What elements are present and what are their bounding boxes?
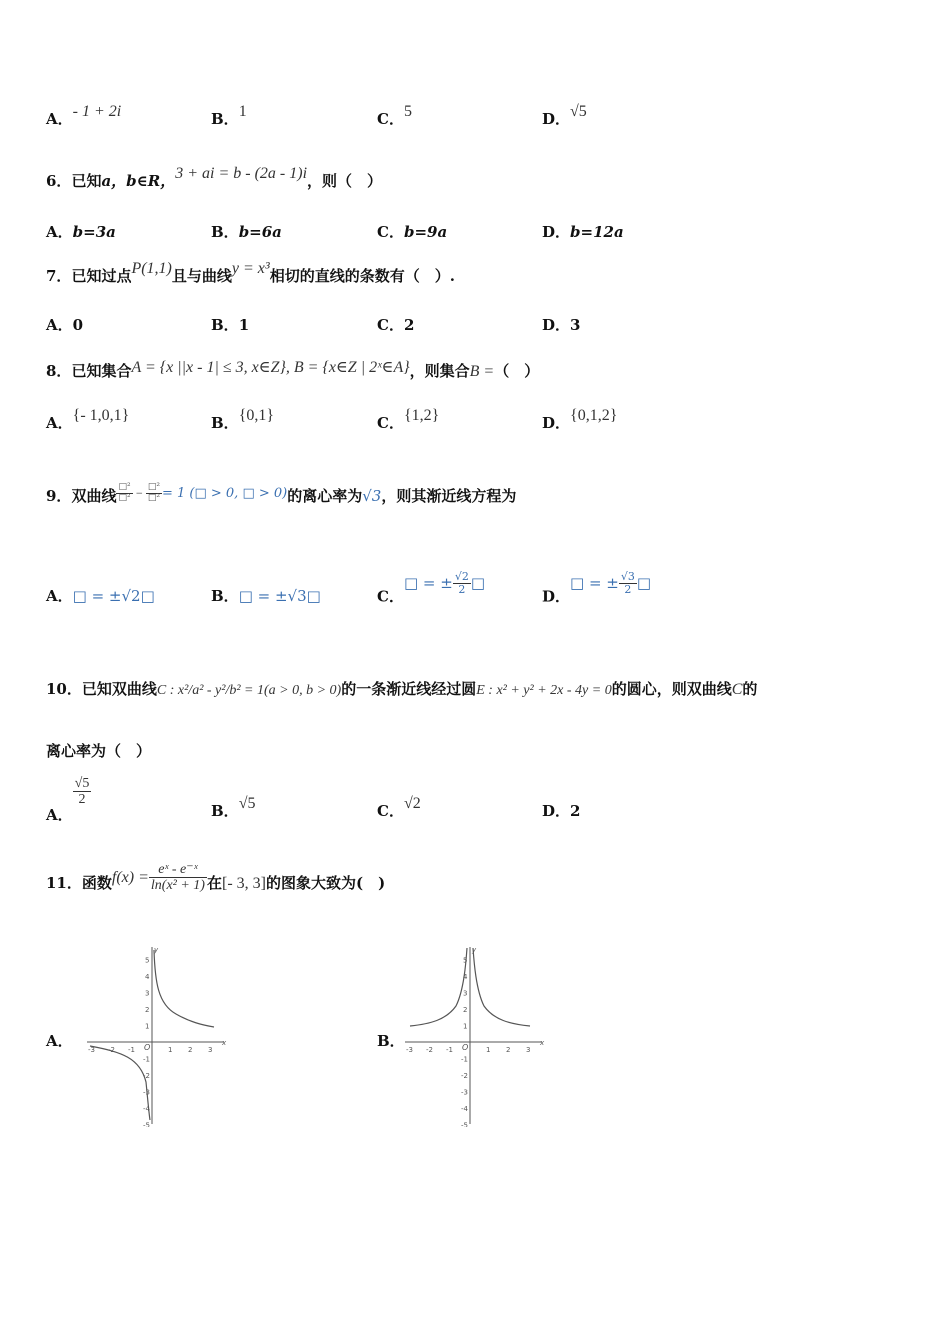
question-tail: 相切的直线的条数有（ ）. [269,267,455,285]
question-expr: 3 + ai = b - (2a - 1)i [175,165,308,182]
y-tick-label: -2 [461,1072,468,1080]
y-tick-label: -3 [143,1088,150,1097]
y-tick-label: -5 [461,1121,468,1127]
question-mid: 在 [206,873,222,892]
option-lhs: □ = ± [570,573,619,592]
option-expr: 1 [238,103,247,120]
question-expr: C : x²/a² - y²/b² = 1(a > 0, b > 0) [156,683,342,698]
question-text: 已知过点 [71,267,132,285]
question-text: 函数 [81,873,112,892]
option-label: A． [46,587,73,605]
graph-curve-right [473,948,530,1026]
x-axis-label: x [540,1039,545,1047]
x-tick-label: 3 [526,1046,531,1054]
y-tick-label: 3 [463,989,468,998]
x-tick-label: -1 [128,1046,135,1054]
y-tick-label: 5 [145,956,150,965]
question-point: P(1,1) [131,260,172,277]
x-tick-label: 1 [486,1046,491,1054]
x-tick-label: -3 [406,1046,413,1054]
question-number: 7． [46,267,72,285]
q8-option-a[interactable] [46,407,130,433]
option-text: □ = ±√2□ [72,587,155,605]
option-expr: √5 [570,103,587,120]
option-label: D． [542,110,571,128]
option-label: D． [542,587,571,606]
y-tick-label: -1 [461,1055,468,1064]
option-label: C． [377,802,404,820]
y-tick-label: -4 [143,1105,150,1113]
question-text: 离心率为（ ） [46,742,152,760]
question-number: 9． [46,487,72,505]
option-text: {1,2} [403,407,440,424]
option-text: 0 [72,316,84,334]
question-expr: = 1 (□ > 0, □ > 0) [161,486,288,501]
option-text: b=3a [72,223,116,241]
question-den: ln(x² + 1) [150,878,205,894]
q9-option-a[interactable] [46,585,155,606]
question-ecc: √3 [362,487,382,505]
x-tick-label: 2 [188,1046,193,1054]
option-label: D． [542,316,571,334]
question-text: 已知集合 [71,362,132,380]
q5-option-d[interactable] [542,103,587,129]
y-tick-label: 4 [463,973,468,981]
question-mid: 的一条渐近线经过圆 [341,680,477,698]
question-expr: A = {x ||x - 1| ≤ 3, x∈Z}, B = {x∈Z | 2ˣ∈A} [131,359,410,376]
option-text: √2 [403,795,421,812]
q7-option-b[interactable] [211,314,249,335]
q11-graph-b[interactable] [400,942,550,1127]
y-tick-label: 5 [463,956,468,965]
x-tick-label: 2 [506,1046,511,1054]
question-9 [46,481,910,507]
question-vars: a，b∈R， [101,172,176,190]
q7-option-d[interactable] [542,314,580,335]
option-text: b=9a [403,223,448,241]
x-tick-label: -2 [108,1046,115,1054]
option-num: √2 [454,570,469,583]
y-tick-label: -4 [461,1105,468,1113]
x-tick-label: 3 [208,1046,213,1054]
q7-option-a[interactable] [46,314,83,335]
graph-axes [405,947,542,1124]
option-text: b=6a [238,223,282,241]
option-label: C． [377,316,404,334]
question-number: 8． [46,362,72,380]
option-text: b=12a [570,223,624,241]
origin-label: O [462,1043,469,1052]
question-fraction: $\frac{\text{□²}}{\text{□²}}$ − $\frac{\text{□²}}{\text{□²}}$ [118,481,160,503]
q10-option-b[interactable] [211,795,256,821]
q8-option-d[interactable] [542,407,618,433]
option-text: √5 [238,795,256,812]
question-text: 已知双曲线 [81,680,157,698]
option-rhs: □ [636,573,652,592]
question-c: C [731,681,743,698]
y-axis-label: y [472,946,477,954]
q11-option-b-label[interactable]: B． [377,1032,405,1050]
option-text: {- 1,0,1} [72,407,130,424]
question-10 [46,678,910,699]
q9-option-d[interactable] [542,570,652,610]
question-tail: ，则集合 [409,362,470,380]
y-tick-label: 4 [145,973,150,981]
q10-option-c[interactable] [377,795,421,821]
question-num: eˣ - e⁻ˣ [149,862,207,878]
question-7 [46,260,910,286]
q7-option-c[interactable] [377,314,414,335]
option-label: B． [211,587,239,605]
y-tick-label: -1 [143,1055,150,1064]
question-paren: （ ） [494,362,540,380]
question-text: 已知 [71,172,102,190]
option-label: A． [46,316,73,334]
option-num: √3 [620,570,635,583]
option-den: 2 [78,792,86,808]
y-tick-label: 3 [145,989,150,998]
option-den: 2 [624,583,632,597]
question-tail: ，则其渐近线方程为 [381,487,517,505]
question-interval: [- 3, 3] [221,874,266,892]
option-label: D． [542,223,571,241]
option-label: A． [46,414,73,432]
option-label: D． [542,414,571,432]
question-number: 6． [46,172,72,190]
option-label: B． [211,316,239,334]
q6-option-d[interactable] [542,221,624,242]
x-tick-label: -3 [88,1046,95,1054]
x-tick-label: -1 [446,1046,453,1054]
q5-option-b[interactable] [211,103,247,129]
option-label: A． [46,805,73,824]
question-curve: y = x³ [231,260,270,277]
y-tick-label: 1 [145,1022,150,1031]
y-tick-label: 2 [463,1006,468,1014]
y-tick-label: 1 [463,1022,468,1031]
option-label: D． [542,802,571,820]
y-tick-label: -3 [461,1088,468,1097]
option-text: {0,1} [238,407,275,424]
q9-option-b[interactable] [211,585,321,606]
y-tick-label: -2 [143,1072,150,1080]
graph-curve-left [90,1046,150,1120]
q10-option-d[interactable] [542,800,580,821]
option-label: A． [46,223,73,241]
graph-curve-right [154,950,214,1027]
question-number: 11． [46,873,82,892]
question-tail: ，则（ ） [307,172,383,190]
question-11 [46,862,910,900]
question-mid: 且与曲线 [171,267,232,285]
option-den: 2 [458,583,466,597]
option-label: C． [377,110,404,128]
option-rhs: □ [470,573,486,592]
question-set: B = [469,363,495,380]
question-10-line2 [46,740,910,761]
option-label: B． [211,223,239,241]
option-label: C． [377,414,404,432]
q6-option-a[interactable] [46,221,116,242]
option-expr: 5 [403,103,412,120]
graph-curve-left [410,948,467,1026]
x-axis-label: x [222,1039,227,1047]
option-label: C． [377,587,404,606]
option-label: B． [211,414,239,432]
question-6 [46,165,910,191]
y-tick-label: 2 [145,1006,150,1014]
q11-graph-a[interactable] [82,942,232,1127]
q11-option-a-label[interactable]: A． [46,1032,73,1050]
q5-option-a[interactable] [46,103,122,129]
q10-option-a[interactable] [46,776,91,824]
question-number: 10． [46,680,82,698]
origin-label: O [144,1043,151,1052]
option-expr: - 1 + 2i [72,103,122,120]
graph-ticks [88,946,227,1127]
option-text: {0,1,2} [570,407,618,424]
y-axis-label: y [154,946,159,954]
q6-option-b[interactable] [211,221,282,242]
option-num: √5 [74,776,90,791]
y-tick-label: -5 [143,1121,150,1127]
question-tail: 的图象大致为( ) [265,873,386,892]
question-text: 双曲线 [71,487,117,505]
question-mid2: 的圆心，则双曲线 [611,680,732,698]
q9-option-c[interactable] [377,570,486,610]
x-tick-label: -2 [426,1046,433,1054]
option-text: 2 [403,316,415,334]
option-text: 2 [570,802,581,820]
option-label: B． [211,802,239,820]
question-tail: 的 [742,680,758,698]
question-mid: 的离心率为 [287,487,363,505]
option-label: C． [377,223,404,241]
option-text: 3 [570,316,581,334]
option-label: B． [211,110,239,128]
q8-option-c[interactable] [377,407,440,433]
x-tick-label: 1 [168,1046,173,1054]
option-label: A． [46,110,73,128]
option-text: □ = ±√3□ [238,587,321,605]
q6-option-c[interactable] [377,221,447,242]
option-lhs: □ = ± [403,573,453,592]
question-8 [46,360,910,381]
q5-option-c[interactable] [377,103,412,129]
q8-option-b[interactable] [211,407,275,433]
option-text: 1 [238,316,250,334]
question-fx: f(x) = [111,868,149,886]
question-circle: E : x² + y² + 2x - 4y = 0 [476,683,612,698]
